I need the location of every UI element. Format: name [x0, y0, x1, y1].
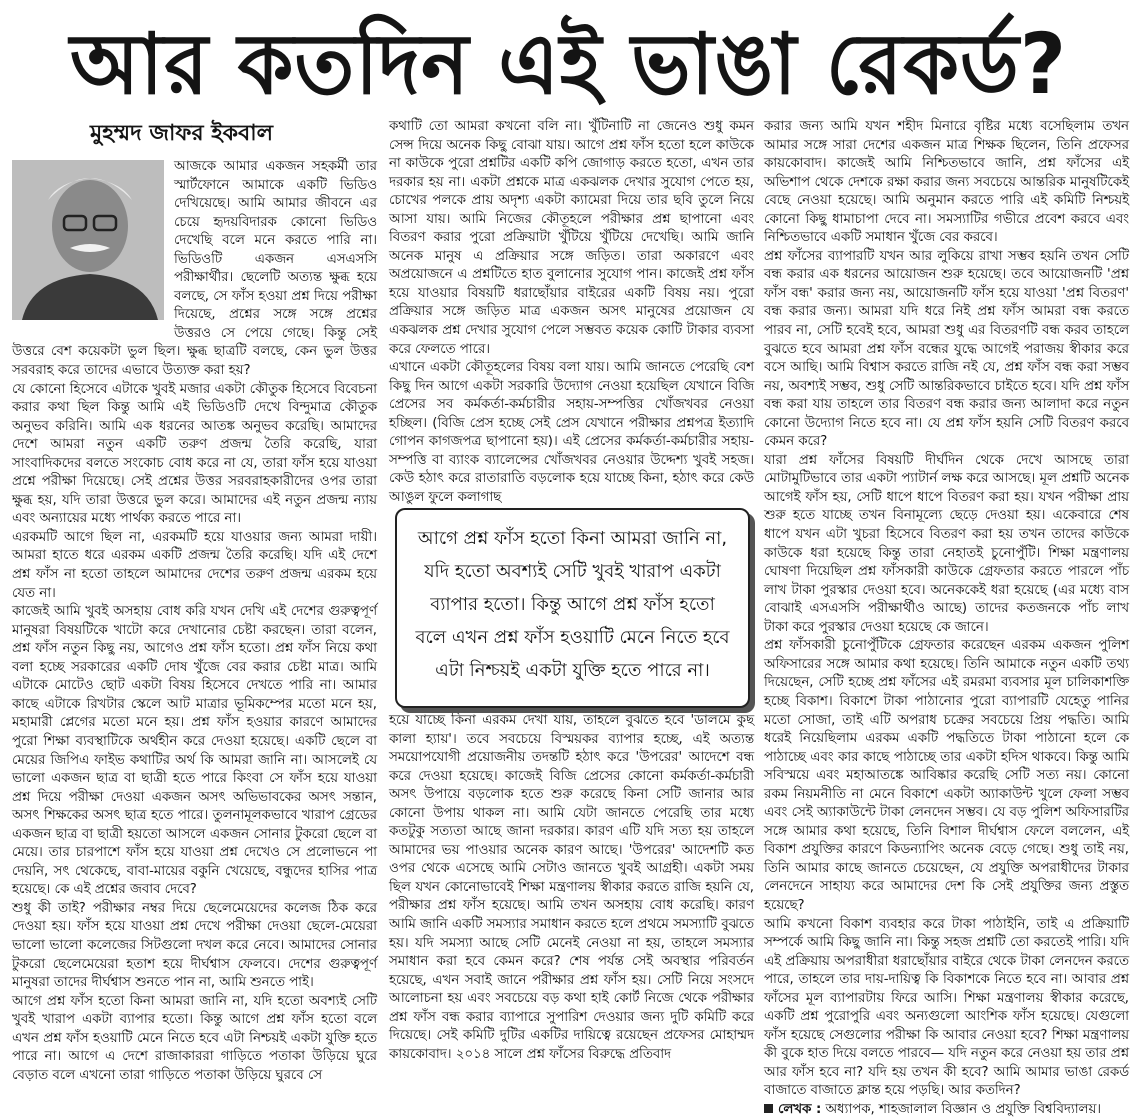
paragraph: যে কোনো হিসেবে এটাকে খুবই মজার একটা কৌতুক হিসেবে বিবেচনা করার কথা ছিল কিন্তু আমি এই ভিডিওটি দেখে বিন্দুমাত্র কৌতুক অনুভব করিনি। আমি এক ধরনের আতঙ্ক অনুভব করেছি। আমাদের দেশে আমরা নতুন একটি তরুণ প্রজন্ম তৈরি করেছি, যারা সাংবাদিকদের বলতে সংকোচ বোধ করে না যে, তারা ফাঁস হয়ে যাওয়া প্রশ্নে পরীক্ষা দিয়েছে। সেই প্রশ্নের উত্তর সরবরাহকারীদের ওপর তারা ক্ষুব্ধ হয়, যদি তারা উত্তরে ভুল করে। আমাদের এই নতুন প্রজন্ম ন্যায় এবং অন্যায়ের মধ্যে পার্থক্য করতে পারে না।: [12, 381, 377, 527]
author-byline: [764, 1101, 1129, 1120]
paragraph: এখানে একটা কৌতূহলের বিষয় বলা যায়। আমি জানতে পেরেছি বেশ কিছু দিন আগে একটা সরকারি উদ্যোগ নেওয়া হয়েছিল যেখানে বিজি প্রেসের সব কর্মকর্তা-কর্মচারীর সহায়-সম্পত্তির খোঁজখবর নেওয়া হচ্ছিল। (বিজি প্রেস হচ্ছে সেই প্রেস যেখানে পরীক্ষার প্রশ্নপত্র ইত্যাদি গোপন কাগজপত্র ছাপানো হয়)। এই প্রেসের কর্মকর্তা-কর্মচারীর সহায়-সম্পত্তি বা ব্যাংক ব্যালেন্সের খোঁজখবর নেওয়ার উদ্দেশ্য খুবই সহজ। কেউ হঠাৎ করে রাতারাতি বড়লোক হয়ে যাচ্ছে কিনা, হঠাৎ করে কেউ আঙুল ফুলে কলাগাছ: [389, 360, 754, 505]
paragraph: প্রশ্ন ফাঁসকারী চুনোপুঁটিকে গ্রেফতার করেছেন এরকম একজন পুলিশ অফিসারের সঙ্গে আমার কথা হয়েছে। তিনি আমাকে নতুন একটি তথ্য দিয়েছেন, সেটি হচ্ছে প্রশ্ন ফাঁসের এই রমরমা ব্যবসার মূল চালিকাশক্তি হচ্ছে বিকাশ। বিকাশে টাকা পাঠানোর পুরো ব্যাপারটি যেহেতু পানির মতো সোজা, তাই এটি অপরাধ চক্রের সবচেয়ে প্রিয় পদ্ধতি। আমি ধরেই নিয়েছিলাম এরকম একটি পদ্ধতিতে টাকা পাঠানো হলে কে পাঠাচ্ছে এবং কার কাছে পাঠাচ্ছে তার একটা হদিস থাকবে। কিন্তু আমি সবিস্ময়ে এবং মহাআতঙ্কে আবিষ্কার করেছি সেটি সত্য নয়। কোনো রকম নিয়মনীতি না মেনে বিকাশে একটা অ্যাকাউন্ট খুলে ফেলা সম্ভব এবং সেই অ্যাকাউন্টে টাকা লেনদেন সম্ভব। যে বড় পুলিশ অফিসারটির সঙ্গে আমার কথা হয়েছে, তিনি বিশাল দীর্ঘশ্বাস ফেলে বললেন, এই বিকাশ প্রযুক্তির কারণে কিডন্যাপিং অনেক বেড়ে গেছে। শুধু তাই নয়, তিনি আমার কাছে জানতে চেয়েছেন, যে প্রযুক্তি অপরাধীদের টাকার লেনদেনে সাহায্য করে আমাদের দেশ কি সেই প্রযুক্তির জন্য প্রস্তুত হয়েছে?: [764, 638, 1129, 913]
author-name: মুহম্মদ জাফর ইকবাল: [90, 121, 274, 146]
paragraph: কথাটি তো আমরা কখনো বলি না। খুঁটিনাটি না জেনেও শুধু কমন সেন্স দিয়ে অনেক কিছু বোঝা যায়। আগে প্রশ্ন ফাঁস হতো হলে কাউকে না কাউকে পুরো প্রশ্নটির একটি কপি জোগাড় করতে হতো, এখন তার দরকার হয় না। একটা প্রশ্নকে মাত্র একঝলক দেখার সুযোগ পেতে হয়, চোখের পলকে প্রায় অদৃশ্য একটা ক্যামেরা দিয়ে তার ছবি তুলে নিয়ে আসা যায়। আমি নিজের কৌতূহলে পরীক্ষার প্রশ্ন ছাপানো এবং বিতরণ করার পুরো প্রক্রিয়াটা খুঁটিয়ে খুঁটিয়ে দেখেছি। আমি জানি অনেক মানুষ এ প্রক্রিয়ার সঙ্গে জড়িত। তারা অকারণে এবং অপ্রয়োজনে এ প্রশ্নটিতে হাত বুলানোর সুযোগ পান। কাজেই প্রশ্ন ফাঁস হয়ে যাওয়ার বিষয়টি ধরাছোঁয়ার বাইরের একটি বিষয় নয়। পুরো প্রক্রিয়ার সঙ্গে জড়িত মাত্র একজন অসৎ মানুষের প্রয়োজন যে একঝলক প্রশ্ন দেখার সুযোগ পেলে সম্ভবত কয়েক কোটি টাকার ব্যবসা করে ফেলতে পারে।: [389, 119, 754, 357]
author-photo: [12, 160, 164, 320]
byline-label: লেখক :: [778, 1101, 822, 1117]
paragraph: শুধু কী তাই? পরীক্ষার নম্বর দিয়ে ছেলেমেয়েদের কলেজ ঠিক করে দেওয়া হয়। ফাঁস হয়ে যাওয়া প্রশ্ন দেখে পরীক্ষা দেওয়া ছেলে-মেয়েরা ভালো ভালো কলেজের সিটগুলো দখল করে নেবে। আমাদের সোনার টুকরো ছেলেমেয়েরা হতাশ হয়ে দীর্ঘশ্বাস ফেলবে। দেশের গুরুত্বপূর্ণ মানুষরা তাদের দীর্ঘশ্বাস শুনতে পান না, আমি শুনতে পাই।: [12, 900, 377, 991]
paragraph: আগে প্রশ্ন ফাঁস হতো কিনা আমরা জানি না, যদি হতো অবশ্যই সেটি খুবই খারাপ একটা ব্যাপার হতো। কিন্তু আগে প্রশ্ন ফাঁস হতো বলে এখন প্রশ্ন ফাঁস হওয়াটি মেনে নিতে হবে এটা নিশ্চয়ই একটা যুক্তি হতে পারে না। আগে এ দেশে রাজাকাররা গাড়িতে পতাকা উড়িয়ে ঘুরে বেড়াত বলে এখনো তারা গাড়িতে পতাকা উড়িয়ে ঘুরবে সে: [12, 993, 377, 1083]
paragraph: কাজেই আমি খুবই অসহায় বোধ করি যখন দেখি এই দেশের গুরুত্বপূর্ণ মানুষরা বিষয়টিকে খাটো করে দেখানোর চেষ্টা করছেন। তারা বলেন, প্রশ্ন ফাঁস নতুন কিছু নয়, আগেও প্রশ্ন ফাঁস হতো। প্রশ্ন ফাঁস নিয়ে কথা বলা হচ্ছে সরকারের একটি দোষ খুঁজে বের করার চেষ্টা মাত্র। আমি এটাকে মোটেও ছোট একটা বিষয় হিসেবে দেখতে পারি না। আমার কাছে এটাকে রিখটার স্কেলে আট মাত্রার ভূমিকম্পের মতো মনে হয়, মহামারী প্লেগের মতো মনে হয়। প্রশ্ন ফাঁস হওয়ার কারণে আমাদের পুরো শিক্ষা ব্যবস্থাটিকে অর্থহীন করে দেওয়া হয়েছে। একটি ছেলে বা মেয়ের জিপিএ ফাইভ কথাটির অর্থ কি আমরা জানি না। আসলেই যে ভালো একজন ছাত্র বা ছাত্রী হতে পারে কিংবা সে ফাঁস হয়ে যাওয়া প্রশ্ন দিয়ে পরীক্ষা দেওয়া একজন অসৎ অভিভাবকের অসৎ সন্তান, অসৎ শিক্ষকের অসৎ ছাত্র হতে পারে। তুলনামূলকভাবে খারাপ গ্রেডের একজন ছাত্র বা ছাত্রী হয়তো আসলে একজন সোনার টুকরো ছেলে বা মেয়ে। তার চারপাশে ফাঁস হয়ে যাওয়া প্রশ্ন দেখেও সে প্রলোভনে পা দেয়নি, সৎ থেকেছে, বাবা-মায়ের বকুনি খেয়েছে, বন্ধুদের হাসির পাত্র হয়েছে। কে এই প্রশ্নের জবাব দেবে?: [12, 604, 377, 898]
paragraph: করার জন্য আমি যখন শহীদ মিনারে বৃষ্টির মধ্যে বসেছিলাম তখন আমার সঙ্গে সারা দেশের একজন মাত্র শিক্ষক ছিলেন, তিনি প্রফেসর কায়কোবাদ। কাজেই আমি নিশ্চিতভাবে জানি, প্রশ্ন ফাঁসের এই অভিশাপ থেকে দেশকে রক্ষা করার জন্য সবচেয়ে আন্তরিক মানুষটিকেই বেছে নেওয়া হয়েছে। আমি অনুমান করতে পারি এই কমিটি নিশ্চয়ই কোনো কিছু ধামাচাপা দেবে না। সমস্যাটির গভীরে প্রবেশ করবে এবং নিশ্চিতভাবে একটি সমাধান খুঁজে বের করবে।: [764, 119, 1129, 246]
square-bullet-icon: [764, 1104, 773, 1113]
byline-text: অধ্যাপক, শাহজালাল বিজ্ঞান ও প্রযুক্তি বিশ্ববিদ্যালয়।: [825, 1101, 1102, 1117]
column-1: [12, 158, 377, 1108]
paragraph: আমি কখনো বিকাশ ব্যবহার করে টাকা পাঠাইনি, তাই এ প্রক্রিয়াটি সম্পর্কে আমি কিছু জানি না। কিন্তু সহজ প্রশ্নটি তো করতেই পারি। যদি এই প্রক্রিয়ায় অপরাধীরা ধরাছোঁয়ার বাইরে থেকে টাকা লেনদেন করতে পারে, তাহলে তার দায়-দায়িত্ব কি বিকাশকে নিতে হবে না। আবার প্রশ্ন ফাঁসের মূল ব্যাপারটায় ফিরে আসি। শিক্ষা মন্ত্রণালয় স্বীকার করেছে, একটি প্রশ্ন পুরোপুরি এবং অন্যগুলো আংশিক ফাঁস হয়েছে। যেগুলো ফাঁস হয়েছে সেগুলোর পরীক্ষা কি আবার নেওয়া হবে? শিক্ষা মন্ত্রণালয় কী বুকে হাত দিয়ে বলতে পারবে— যদি নতুন করে নেওয়া হয় তার প্রশ্ন আর ফাঁস হবে না? যদি হয় তখন কী হবে? আমি আমার ভাঙা রেকর্ড বাজাতে বাজাতে ক্লান্ত হয়ে পড়ছি। আর কতদিন?: [764, 916, 1129, 1099]
column-3: [764, 118, 1129, 1117]
paragraph: প্রশ্ন ফাঁসের ব্যাপারটি যখন আর লুকিয়ে রাখা সম্ভব হয়নি তখন সেটি বন্ধ করার এক ধরনের আয়োজন শুরু হয়েছে। তবে আয়োজনটি 'প্রশ্ন ফাঁস বন্ধ' করার জন্য নয়, আয়োজনটি ফাঁস হয়ে যাওয়া 'প্রশ্ন বিতরণ' বন্ধ করার জন্য। আমরা যদি ধরে নিই প্রশ্ন ফাঁস আমরা বন্ধ করতে পারব না, সেটি হবেই হবে, আমরা শুধু এর বিতরণটি বন্ধ করব তাহলে বুঝতে হবে আমরা প্রশ্ন ফাঁস বন্ধের যুদ্ধে আগেই পরাজয় স্বীকার করে বসে আছি। আমি বিশ্বাস করতে রাজি নই যে, প্রশ্ন ফাঁস বন্ধ করা সম্ভব নয়, অবশ্যই সম্ভব, শুধু সেটি আন্তরিকভাবে চাইতে হবে। যদি প্রশ্ন ফাঁস বন্ধ করা যায় তাহলে তার বিতরণ বন্ধ করার জন্য আলাদা করে নতুন কোনো উদ্যোগ নিতে হবে না। যে প্রশ্ন ফাঁস হয়নি সেটি বিতরণ করবে কেমন করে?: [764, 248, 1129, 450]
headline: আর কতদিন এই ভাঙা রেকর্ড?: [70, 15, 1067, 113]
paragraph: যারা প্রশ্ন ফাঁসের বিষয়টি দীর্ঘদিন থেকে দেখে আসছে তারা মোটামুটিভাবে তার একটা প্যাটার্ন লক্ষ করে আসছে। মূল প্রশ্নটি অনেক আগেই ফাঁস হয়, সেটি ধাপে ধাপে বিতরণ করা হয়। যখন পরীক্ষা প্রায় শুরু হতে যাচ্ছে তখন বিনামূল্যে ছেড়ে দেওয়া হয়। একেবারে শেষ ধাপে যখন এটা খুচরা হিসেবে বিতরণ করা হয় তখন তাদের কাউকে কাউকে ধরা হয়েছে কিন্তু তারা নেহাতই চুনোপুঁটি। শিক্ষা মন্ত্রণালয় ঘোষণা দিয়েছিল প্রশ্ন ফাঁসকারী কাউকে গ্রেফতার করতে পারলে পাঁচ লাখ টাকা পুরস্কার দেওয়া হবে। অনেককেই ধরা হয়েছে (এর মধ্যে বাস বোঝাই এসএসসি পরীক্ষার্থীও আছে) তাদের কতজনকে পাঁচ লাখ টাকা করে পুরস্কার দেওয়া হয়েছে কে জানে।: [764, 452, 1129, 635]
pull-quote: আগে প্রশ্ন ফাঁস হতো কিনা আমরা জানি না, যদি হতো অবশ্যই সেটি খুবই খারাপ একটা ব্যাপার হতো। কিন্তু আগে প্রশ্ন ফাঁস হতো বলে এখন প্রশ্ন ফাঁস হওয়াটি মেনে নিতে হবে এটা নিশ্চয়ই একটা যুক্তি হতে পারে না।: [395, 508, 750, 708]
paragraph: হয়ে যাচ্ছে কিনা এরকম দেখা যায়, তাহলে বুঝতে হবে 'ডালমে কুছ কালা হ্যায়'। তবে সবচেয়ে বিস্ময়কর ব্যাপার হচ্ছে, এই অত্যন্ত সময়োপযোগী প্রয়োজনীয় তদন্তটি হঠাৎ করে 'উপরের' আদেশে বন্ধ করে দেওয়া হয়েছে। কাজেই বিজি প্রেসের কোনো কর্মকর্তা-কর্মচারী অসৎ উপায়ে বড়লোক হতে শুরু করেছে কিনা সেটি জানার আর কোনো উপায় থাকল না। আমি যেটা জানতে পেরেছি তার মধ্যে কতটুকু সত্যতা আছে জানা দরকার। কারণ এটি যদি সত্য হয় তাহলে আমাদের ভয় পাওয়ার অনেক কারণ আছে। 'উপরের' আদেশটি কত ওপর থেকে এসেছে আমি সেটাও জানতে খুবই আগ্রহী। একটা সময় ছিল যখন কোনোভাবেই শিক্ষা মন্ত্রণালয় স্বীকার করতে রাজি হয়নি যে, পরীক্ষার প্রশ্ন ফাঁস হয়েছে। আমি তখন অসহায় বোধ করেছি। কারণ আমি জানি একটি সমস্যার সমাধান করতে হলে প্রথমে সমস্যাটি বুঝতে হয়। যদি সমস্যা আছে সেটি মেনেই নেওয়া না হয়, তাহলে সমস্যার সমাধান করা হবে কেমন করে? শেষ পর্যন্ত সেই অবস্থার পরিবর্তন হয়েছে, এখন সবাই জানে পরীক্ষার প্রশ্ন ফাঁস হয়। সেটি নিয়ে সংসদে আলোচনা হয় এবং সবচেয়ে বড় কথা হাই কোর্ট নিজে থেকে পরীক্ষার প্রশ্ন ফাঁস বন্ধ করার ব্যাপারে সুপারিশ দেওয়ার জন্য দুটি কমিটি করে দিয়েছে। সেই কমিটি দুটির একটির দায়িত্বে রয়েছেন প্রফেসর মোহাম্মদ কায়কোবাদ। ২০১৪ সালে প্রশ্ন ফাঁসের বিরুদ্ধে প্রতিবাদ: [389, 713, 754, 1062]
author-portrait-icon: [12, 160, 164, 320]
paragraph: এরকমটি আগে ছিল না, এরকমটি হয়ে যাওয়ার জন্য আমরা দায়ী। আমরা হাতে ধরে এরকম একটি প্রজন্ম তৈরি করেছি। যদি এই দেশে প্রশ্ন ফাঁস না হতো তাহলে আমাদের দেশের তরুণ প্রজন্ম এরকম হয়ে যেত না।: [12, 529, 377, 601]
paragraph: আজকে আমার একজন সহকর্মী তার স্মার্টফোনে আমাকে একটি ভিডিও দেখিয়েছে। আমি আমার জীবনে এর চেয়ে হৃদয়বিদারক কোনো ভিডিও দেখেছি বলে মনে করতে পারি না। ভিডিওটি একজন এসএসসি পরীক্ষার্থীর। ছেলেটি অত্যন্ত ক্ষুব্ধ হয়ে বলছে, সে ফাঁস হওয়া প্রশ্ন দিয়ে পরীক্ষা দিয়েছে, প্রশ্নের সঙ্গে সঙ্গে প্রশ্নের উত্তরও সে পেয়ে গেছে। কিন্তু সেই উত্তরে বেশ কয়েকটা ভুল ছিল। ক্ষুব্ধ ছাত্রটি বলছে, কেন ভুল উত্তর সরবরাহ করে তাদের এভাবে উত্যক্ত করা হয়?: [12, 159, 377, 379]
